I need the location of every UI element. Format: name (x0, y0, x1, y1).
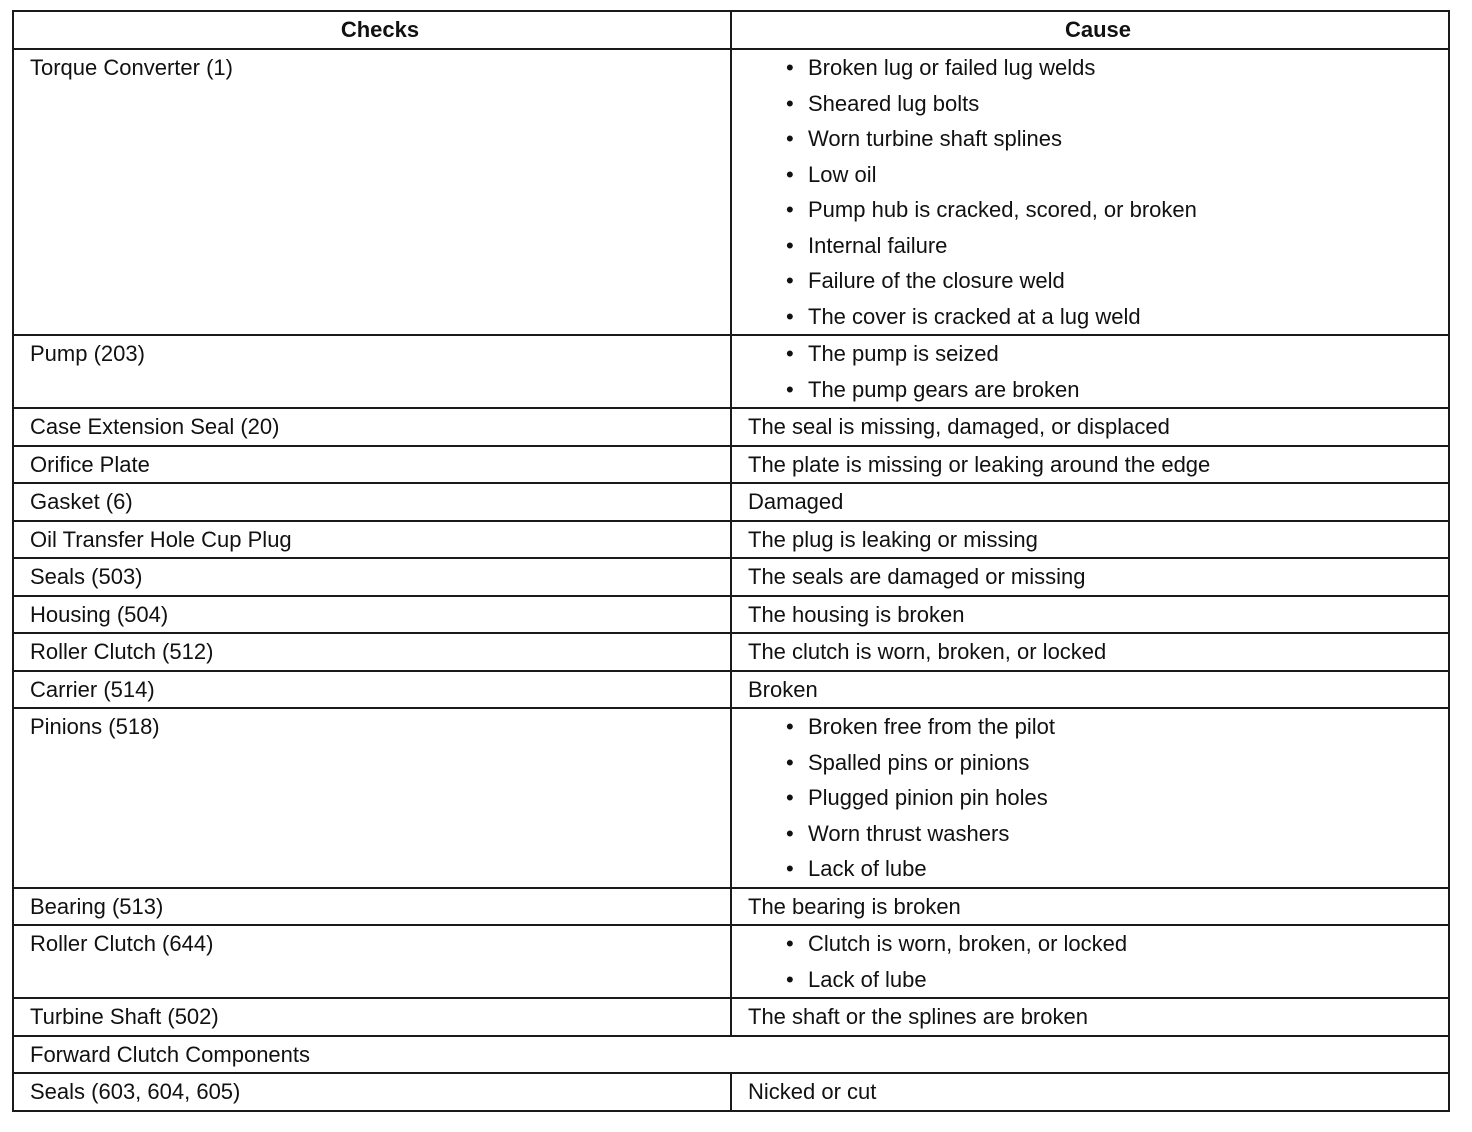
cause-list-cell (731, 708, 1449, 888)
check-cell: Roller Clutch (512) (13, 633, 731, 671)
cause-cell: The seal is missing, damaged, or displaced (731, 408, 1449, 446)
cause-item: • Low oil (786, 157, 1448, 193)
cause-item: • Spalled pins or pinions (786, 745, 1448, 781)
cause-item: • Broken lug or failed lug welds (786, 50, 1448, 86)
check-cell: Housing (504) (13, 596, 731, 634)
check-cell: Pinions (518) (13, 708, 731, 888)
cause-list (748, 709, 1448, 887)
cause-cell: Nicked or cut (731, 1073, 1449, 1111)
cause-list (748, 336, 1448, 407)
check-cell: Seals (503) (13, 558, 731, 596)
cause-list (748, 926, 1448, 997)
cause-list-cell (731, 925, 1449, 998)
table-row (13, 1073, 1449, 1111)
cause-cell: The shaft or the splines are broken (731, 998, 1449, 1036)
table-row (13, 335, 1449, 408)
table-row (13, 633, 1449, 671)
header-row (13, 11, 1449, 49)
cause-item: • Pump hub is cracked, scored, or broken (786, 192, 1448, 228)
check-cell: Roller Clutch (644) (13, 925, 731, 998)
cause-item: • Lack of lube (786, 962, 1448, 998)
table-row (13, 925, 1449, 998)
cause-cell: The clutch is worn, broken, or locked (731, 633, 1449, 671)
check-cell: Orifice Plate (13, 446, 731, 484)
check-cell: Case Extension Seal (20) (13, 408, 731, 446)
cause-cell: The seals are damaged or missing (731, 558, 1449, 596)
table-row (13, 708, 1449, 888)
cause-list (748, 50, 1448, 334)
table-row (13, 558, 1449, 596)
checks-cause-table (12, 10, 1450, 1112)
table-row (13, 596, 1449, 634)
section-title: Forward Clutch Components (13, 1036, 1449, 1074)
cause-item: • The pump is seized (786, 336, 1448, 372)
checks-header: Checks (13, 11, 731, 49)
cause-cell: The bearing is broken (731, 888, 1449, 926)
check-cell: Seals (603, 604, 605) (13, 1073, 731, 1111)
table-row (13, 483, 1449, 521)
cause-cell: The plate is missing or leaking around the edge (731, 446, 1449, 484)
table-row (13, 998, 1449, 1036)
cause-item: • Lack of lube (786, 851, 1448, 887)
cause-item: • Worn turbine shaft splines (786, 121, 1448, 157)
check-cell: Torque Converter (1) (13, 49, 731, 335)
cause-item: • Clutch is worn, broken, or locked (786, 926, 1448, 962)
check-cell: Turbine Shaft (502) (13, 998, 731, 1036)
cause-item: • Plugged pinion pin holes (786, 780, 1448, 816)
table-row (13, 521, 1449, 559)
check-cell: Carrier (514) (13, 671, 731, 709)
cause-item: • Internal failure (786, 228, 1448, 264)
cause-cell: The housing is broken (731, 596, 1449, 634)
table-row (13, 49, 1449, 335)
cause-cell: Damaged (731, 483, 1449, 521)
cause-item: • Broken free from the pilot (786, 709, 1448, 745)
table-row (13, 446, 1449, 484)
cause-item: • Worn thrust washers (786, 816, 1448, 852)
cause-item: • The cover is cracked at a lug weld (786, 299, 1448, 335)
cause-cell: The plug is leaking or missing (731, 521, 1449, 559)
cause-list-cell (731, 335, 1449, 408)
section-row (13, 1036, 1449, 1074)
cause-item: • Sheared lug bolts (786, 86, 1448, 122)
table-row (13, 888, 1449, 926)
table-body (13, 49, 1449, 1111)
table-row (13, 671, 1449, 709)
cause-header: Cause (731, 11, 1449, 49)
check-cell: Oil Transfer Hole Cup Plug (13, 521, 731, 559)
check-cell: Pump (203) (13, 335, 731, 408)
cause-cell: Broken (731, 671, 1449, 709)
cause-item: • Failure of the closure weld (786, 263, 1448, 299)
cause-item: • The pump gears are broken (786, 372, 1448, 408)
cause-list-cell (731, 49, 1449, 335)
check-cell: Bearing (513) (13, 888, 731, 926)
check-cell: Gasket (6) (13, 483, 731, 521)
table-row (13, 408, 1449, 446)
